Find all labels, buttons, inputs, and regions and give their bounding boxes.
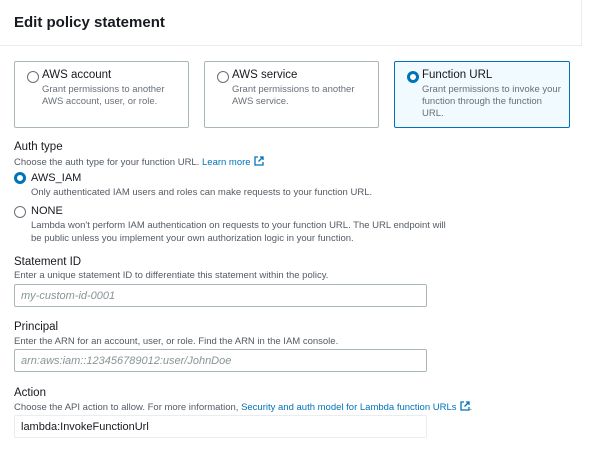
auth-type-hint (14, 156, 264, 168)
panel-header (0, 0, 582, 46)
tile-desc-line: AWS account, user, or role. (42, 96, 158, 107)
action-value: lambda:InvokeFunctionUrl (21, 420, 149, 433)
tile-aws-service[interactable] (204, 61, 379, 128)
tile-description (422, 84, 561, 120)
tile-desc-line: Grant permissions to another (42, 84, 165, 95)
action-label: Action (14, 387, 46, 399)
option-desc-line: Lambda won't perform IAM authentication on requests to your function URL. The URL endpoint will (31, 220, 446, 231)
option-none-label: NONE (31, 205, 63, 217)
principal-hint: Enter the ARN for an account, user, or role. Find the ARN in the IAM console. (14, 336, 339, 347)
auth-hint-text: Choose the auth type for your function URL. (14, 157, 200, 168)
tile-aws-account[interactable] (14, 61, 189, 128)
security-auth-link[interactable] (241, 402, 469, 413)
auth-type-label: Auth type (14, 141, 63, 153)
tile-description (232, 84, 355, 108)
statement-id-placeholder: my-custom-id-0001 (21, 289, 116, 302)
external-link-icon (460, 401, 470, 411)
tile-function-url[interactable] (394, 61, 570, 128)
page-title: Edit policy statement (14, 14, 165, 31)
radio-none[interactable] (14, 206, 26, 218)
action-hint-end: . (469, 402, 473, 413)
learn-more-link[interactable] (202, 157, 264, 168)
tile-title: Function URL (422, 69, 493, 81)
tile-title: AWS service (232, 69, 298, 81)
principal-label: Principal (14, 321, 59, 333)
action-hint-text: Choose the API action to allow. For more information, (14, 402, 239, 413)
statement-id-input[interactable] (14, 284, 427, 307)
tile-description (42, 84, 165, 108)
principal-placeholder: arn:aws:iam::123456789012:user/JohnDoe (21, 354, 232, 367)
radio-aws-service[interactable] (217, 71, 229, 83)
tile-desc-line: Grant permissions to another (232, 84, 355, 95)
principal-input[interactable] (14, 349, 427, 372)
tile-desc-line: function through the function (422, 96, 542, 107)
statement-id-hint: Enter a unique statement ID to differentiate this statement within the policy. (14, 270, 329, 281)
external-link-icon (254, 156, 264, 166)
option-desc-line: Only authenticated IAM users and roles can make requests to your function URL. (31, 187, 373, 198)
tile-title: AWS account (42, 69, 112, 81)
action-hint (14, 401, 472, 413)
tile-desc-line: URL. (422, 108, 444, 119)
option-aws-iam-label: AWS_IAM (31, 172, 82, 184)
option-desc-line: be public unless you implement your own authorization logic in your function. (31, 233, 354, 244)
security-auth-link-text: Security and auth model for Lambda function URLs (241, 402, 457, 413)
radio-aws-iam[interactable] (14, 172, 26, 184)
statement-id-label: Statement ID (14, 256, 82, 268)
learn-more-text: Learn more (202, 157, 251, 168)
action-input[interactable] (14, 415, 427, 438)
radio-aws-account[interactable] (27, 71, 39, 83)
tile-desc-line: AWS service. (232, 96, 289, 107)
option-aws-iam-desc (31, 186, 372, 199)
option-none-desc (31, 219, 446, 245)
radio-function-url[interactable] (407, 71, 419, 83)
tile-desc-line: Grant permissions to invoke your (422, 84, 561, 95)
